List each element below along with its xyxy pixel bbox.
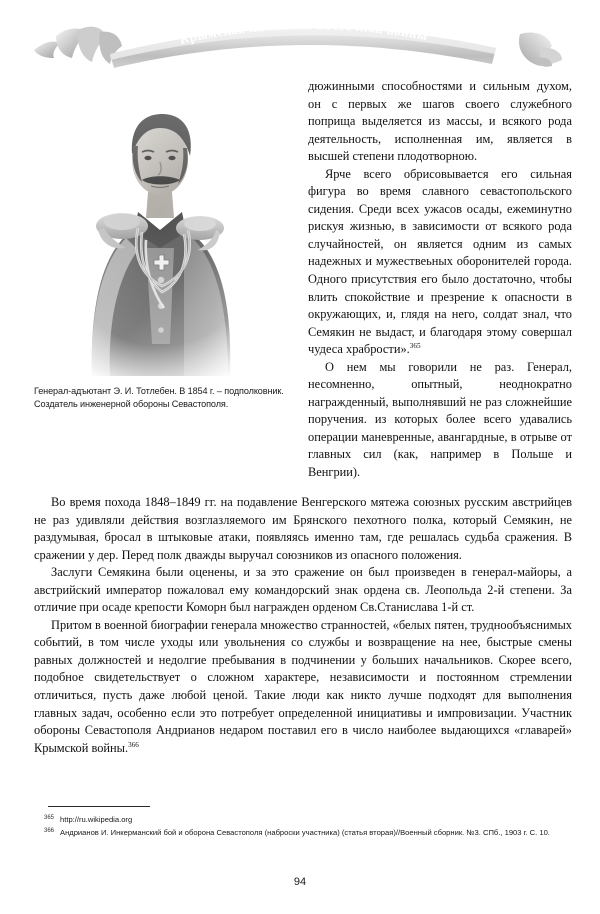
body-paragraph-1: Во время похода 1848–1849 гг. на подавление Венгерского мятежа союзных русским австрийцев не раз удивляли действия возглазляемого им Брянского пехотного полка, который Семякин, не раздумывая, бросал в штыковые атаки, появляясь именно там, где решалась судьба сражения. В сражении у дер. Перед полк дважды выручал союзников из опасного положения. xyxy=(34,495,572,562)
figure-caption: Генерал-адъютант Э. И. Тотлебен. В 1854 г. – подполковник. Создатель инженерной обороны Севастополя. xyxy=(34,386,284,409)
header-banner-title: Крымская кампания Восточной войны xyxy=(178,17,430,47)
footnote-text[interactable]: http://ru.wikipedia.org xyxy=(60,815,133,824)
body-paragraph-3 xyxy=(34,617,572,757)
portrait-illustration xyxy=(34,80,286,376)
header-ribbon-banner xyxy=(0,8,600,70)
side-paragraph-2 xyxy=(308,166,572,359)
footnote-separator-rule xyxy=(48,806,150,807)
body-paragraph-2: Заслуги Семякина были оценены, и за это сражение он был произведен в генерал-майоры, а австрийский император пожаловал ему командорский знак ордена св. Леопольда 2-й степени. За отличие при осаде крепости Коморн был награжден орденом Св.Станислава 1-й ст. xyxy=(34,565,572,615)
footnote-ref-366[interactable]: 366 xyxy=(128,740,139,749)
footnote-item xyxy=(34,827,574,839)
side-paragraph-3: О нем мы говорили не раз. Генерал, несомненно, опытный, неоднократно награжденный, выполнявший не раз сложнейшие поручения. из которых более всего удавались операции маневренные, авангардные, в отрыве от главных сил (как, например в Польше и Венгрии). xyxy=(308,359,572,480)
ribbon-right-tail xyxy=(519,33,562,67)
ribbon-left-tail xyxy=(34,27,122,64)
body-paragraph-3-text: Притом в военной биографии генерала множество странностей, «белых пятен, труднообъяснимых событий, в том числе уходы или увольнения со службы и возвращение на нее, быстрые смены равных должностей и недолгие пребывания в подчинении у больших начальников. Скорее всего, подобное свидетельствует о сложном характере, независимости и постоянном стремлении отличиться, пусть даже любой ценой. Такие люди как никто лучше подходят для выполнения главных задач, особенно если это потребует определенной инициативы и импровизации. Участник обороны Севастополя Андрианов недаром поставил его в число наиболее выдающихся «главарей» Крымской войны. xyxy=(34,617,572,755)
footnotes-block xyxy=(34,814,574,841)
body-text-column xyxy=(34,494,572,757)
footnote-ref-365[interactable]: 365 xyxy=(409,342,421,351)
side-text-column xyxy=(308,78,572,482)
side-paragraph-2-text: Ярче всего обрисовывается его сильная фигура во время славного севастопольского сидения. Среди всех ужасов осады, ежеминутно рискуя жизнью, в зависимости от всякого рода случайностей, он является одним из самых надежных и мужествеьных оборонителей города. Одного присутствия его было достаточно, чтобы влить спокойствие и презрение к опасности в окружающих, и, глядя на него, солдат знал, что Семякин не выдаст, и благодаря этому совершал чудеса храбрости». xyxy=(308,166,572,357)
figure-block xyxy=(34,80,286,411)
page-number: 94 xyxy=(293,876,307,888)
footnote-number: 366 xyxy=(43,828,54,835)
footnote-number: 365 xyxy=(43,815,54,821)
footnote-item xyxy=(34,814,574,826)
side-paragraph-1: дюжинными способностями и сильным духом, он с первых же шагов своего служебного поприща выделяется из массы, и всякого рода деятельность, исполненная им, является в высшей степени плодотворною. xyxy=(308,79,572,164)
footnote-text: Андрианов И. Инкерманский бой и оборона Севастополя (наброски участника) (статья вторая)//Военный сборник. №3. СПб., 1903 г. С. 10. xyxy=(60,828,550,838)
